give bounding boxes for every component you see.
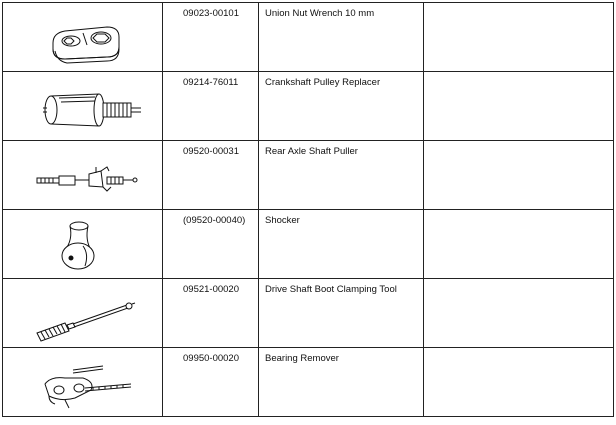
crankshaft-pulley-replacer-icon: [3, 72, 162, 140]
tool-illustration-cell: [3, 141, 163, 210]
part-number-cell: [163, 279, 259, 348]
part-number: 09520-00031: [183, 146, 239, 157]
tool-name-cell: [259, 3, 424, 72]
notes-cell: [424, 279, 614, 348]
tool-illustration-cell: [3, 348, 163, 417]
tool-name-cell: [259, 279, 424, 348]
tool-name: Bearing Remover: [265, 353, 339, 364]
table-row: [3, 210, 614, 279]
tool-name: Crankshaft Pulley Replacer: [265, 77, 381, 88]
table-row: [3, 3, 614, 72]
part-number: 09023-00101: [183, 8, 239, 19]
part-number-cell: [163, 210, 259, 279]
rear-axle-shaft-puller-icon: [3, 141, 162, 209]
part-number-cell: [163, 3, 259, 72]
tool-name-cell: [259, 348, 424, 417]
part-number: 09950-00020: [183, 353, 239, 364]
notes-cell: [424, 72, 614, 141]
tool-illustration-cell: [3, 72, 163, 141]
table-row: [3, 348, 614, 417]
part-number-cell: [163, 72, 259, 141]
part-number-cell: [163, 141, 259, 210]
bearing-remover-icon: [3, 348, 162, 416]
tool-illustration-cell: [3, 210, 163, 279]
tool-name-cell: [259, 210, 424, 279]
part-number-cell: [163, 348, 259, 417]
tool-illustration-cell: [3, 279, 163, 348]
tool-name-cell: [259, 141, 424, 210]
table-row: [3, 141, 614, 210]
tool-name-cell: [259, 72, 424, 141]
notes-cell: [424, 3, 614, 72]
special-tools-table: [2, 2, 614, 417]
notes-cell: [424, 348, 614, 417]
table-row: [3, 279, 614, 348]
part-number: (09520-00040): [183, 215, 246, 226]
notes-cell: [424, 141, 614, 210]
notes-cell: [424, 210, 614, 279]
shocker-icon: [3, 210, 162, 278]
table-row: [3, 72, 614, 141]
tool-name: Rear Axle Shaft Puller: [265, 146, 358, 157]
tool-name: Drive Shaft Boot Clamping Tool: [265, 284, 397, 295]
tool-name: Shocker: [265, 215, 300, 226]
part-number: 09214-76011: [183, 77, 239, 88]
union-nut-wrench-icon: [3, 3, 162, 71]
tool-illustration-cell: [3, 3, 163, 72]
tool-name: Union Nut Wrench 10 mm: [265, 8, 375, 19]
part-number: 09521-00020: [183, 284, 239, 295]
drive-shaft-boot-clamping-tool-icon: [3, 279, 162, 347]
